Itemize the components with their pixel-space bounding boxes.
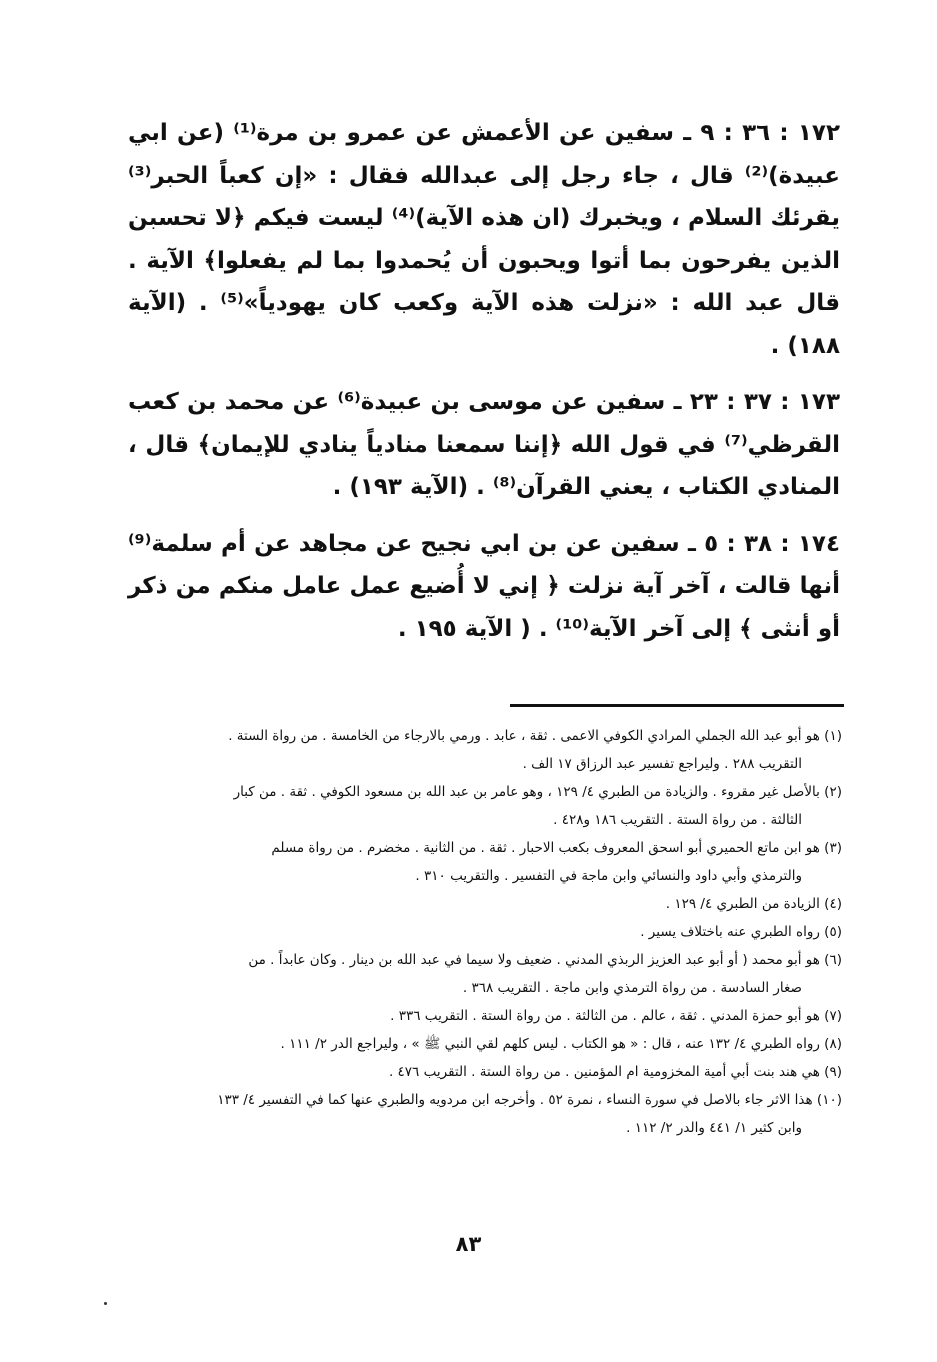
footnote-3: (٣) هو ابن ماتع الحميري أبو اسحق المعروف بكعب الاحبار . ثقة . من الثانية . مخضرم . من رواة مسلم xyxy=(271,840,842,856)
footnote-10-continued: وابن كثير ١/ ٤٤١ والدر ٢/ ١١٢ . xyxy=(626,1120,802,1136)
footnote-2: (٢) بالأصل غير مقروء . والزيادة من الطبري ٤/ ١٢٩ ، وهو عامر بن عبد الله بن مسعود الكوفي . ثقة . من كبار xyxy=(233,784,842,800)
footnote-5: (٥) رواه الطبري عنه باختلاف يسير . xyxy=(640,924,842,940)
footnote-4: (٤) الزيادة من الطبري ٤/ ١٢٩ . xyxy=(665,896,842,912)
footnote-7: (٧) هو أبو حمزة المدني . ثقة ، عالم . من الثالثة . من رواة الستة . التقريب ٣٣٦ . xyxy=(390,1008,842,1024)
footnote-10: (١٠) هذا الاثر جاء بالاصل في سورة النساء ، نمرة ٥٢ . وأخرجه ابن مردويه والطبري عنها كما في التفسير ٤/ ١٣٣ xyxy=(217,1092,842,1108)
main-text xyxy=(128,112,840,664)
footnotes xyxy=(134,722,842,1142)
footnote-6-continued: صغار السادسة . من رواة الترمذي وابن ماجة . التقريب ٣٦٨ . xyxy=(462,980,802,996)
footnote-1: (١) هو أبو عبد الله الجملي المرادي الكوفي الاعمى . ثقة ، عابد . ورمي بالارجاء من الخامسة . من رواة الستة . xyxy=(228,728,842,744)
footnote-8: (٨) رواه الطبري ٤/ ١٣٢ عنه ، قال : « هو الكتاب . ليس كلهم لقي النبي ﷺ » ، وليراجع الدر ٢/ ١١١ . xyxy=(280,1036,842,1052)
hadith-entry-172: ١٧٢ : ٣٦ : ٩ ـ سفين عن الأعمش عن عمرو بن مرة⁽¹⁾ (عن ابي عبيدة)⁽²⁾ قال ، جاء رجل إلى عبدالله فقال : «إن كعباً الحبر⁽³⁾ يقرئك السلام ، ويخبرك (ان هذه الآية)⁽⁴⁾ ليست فيكم ﴿لا تحسبن الذين يفرحون بما أتوا ويحبون أن يُحمدوا بما لم يفعلوا﴾ الآية . قال عبد الله : «نزلت هذه الآية وكعب كان يهودياً»⁽⁵⁾ . (الآية ١٨٨) . xyxy=(128,120,841,359)
footnote-6: (٦) هو أبو محمد ( أو أبو عبد العزيز الربذي المدني . ضعيف ولا سيما في عبد الله بن دينار . وكان عابداً . من xyxy=(248,952,842,968)
hadith-entry-173: ١٧٣ : ٣٧ : ٢٣ ـ سفين عن موسى بن عبيدة⁽⁶⁾ عن محمد بن كعب القرظي⁽⁷⁾ في قول الله ﴿إننا سمعنا منادياً ينادي للإيمان﴾ قال ، المنادي الكتاب ، يعني القرآن⁽⁸⁾ . (الآية ١٩٣) . xyxy=(128,389,840,500)
scan-speck xyxy=(104,1302,107,1305)
footnote-3-continued: والترمذي وأبي داود والنسائي وابن ماجة في التفسير . والتقريب ٣١٠ . xyxy=(415,868,802,884)
footnote-2-continued: الثالثة . من رواة الستة . التقريب ١٨٦ و٤٢٨ . xyxy=(553,812,802,828)
footnote-9: (٩) هي هند بنت أبي أمية المخزومية ام المؤمنين . من رواة الستة . التقريب ٤٧٦ . xyxy=(388,1064,842,1080)
footnote-1-continued: التقريب ٢٨٨ . وليراجع تفسير عبد الرزاق ١٧ الف . xyxy=(522,756,802,772)
hadith-entry-174: ١٧٤ : ٣٨ : ٥ ـ سفين عن بن ابي نجيح عن مجاهد عن أم سلمة⁽⁹⁾ أنها قالت ، آخر آية نزلت ﴿ إني لا أُضيع عمل عامل منكم من ذكر أو أنثى ﴾ إلى آخر الآية⁽¹⁰⁾ . ( الآية ١٩٥ . xyxy=(128,530,841,642)
page-number: ٨٣ xyxy=(455,1232,482,1256)
footnote-divider xyxy=(510,704,844,707)
